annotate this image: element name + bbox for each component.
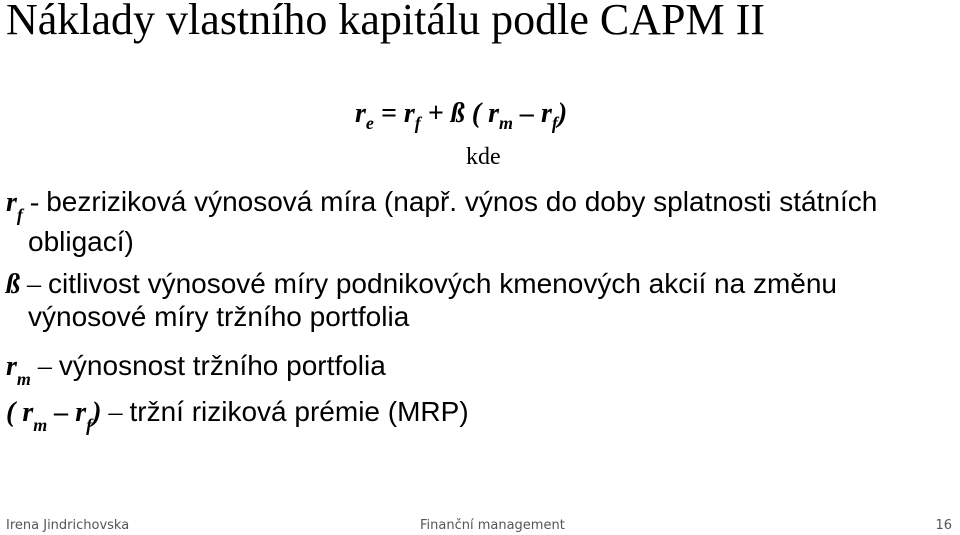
footer-page-number: 16: [935, 518, 952, 533]
definition-rm-symbol: $r_m$: [6, 351, 31, 389]
definition-rf-symbol: $r_f$: [6, 187, 23, 225]
formula-rf2: $r_f$: [540, 98, 558, 133]
kde-label: kde: [466, 144, 501, 170]
definition-rf: $r_f$ - bezriziková výnosová míra (např. výnos do doby splatnosti státních obligací): [6, 186, 878, 257]
slide-title: Náklady vlastního kapitálu podle CAPM II: [6, 0, 765, 44]
formula-rf: $r_f$: [403, 98, 421, 133]
definition-mrp: ( $r_m - r_f$) – tržní riziková prémie (MRP): [6, 396, 469, 435]
capm-formula: $r_e = r_f$ + ß ( $r_m - r_f$): [355, 98, 568, 133]
definition-beta: ß – citlivost výnosové míry podnikových kmenových akcií na změnu výnosové míry tržního portfolia: [6, 268, 837, 332]
formula-re: $r_e$: [355, 98, 374, 133]
definition-mrp-symbol: ( $r_m - r_f$): [6, 397, 102, 435]
formula-rm: $r_m$: [488, 98, 513, 133]
definition-beta-symbol: ß: [6, 269, 20, 300]
footer-author: Irena Jindrichovska: [6, 518, 130, 533]
definition-rm: $r_m$ – výnosnost tržního portfolia: [6, 350, 386, 389]
footer-course: Finanční management: [420, 518, 565, 533]
